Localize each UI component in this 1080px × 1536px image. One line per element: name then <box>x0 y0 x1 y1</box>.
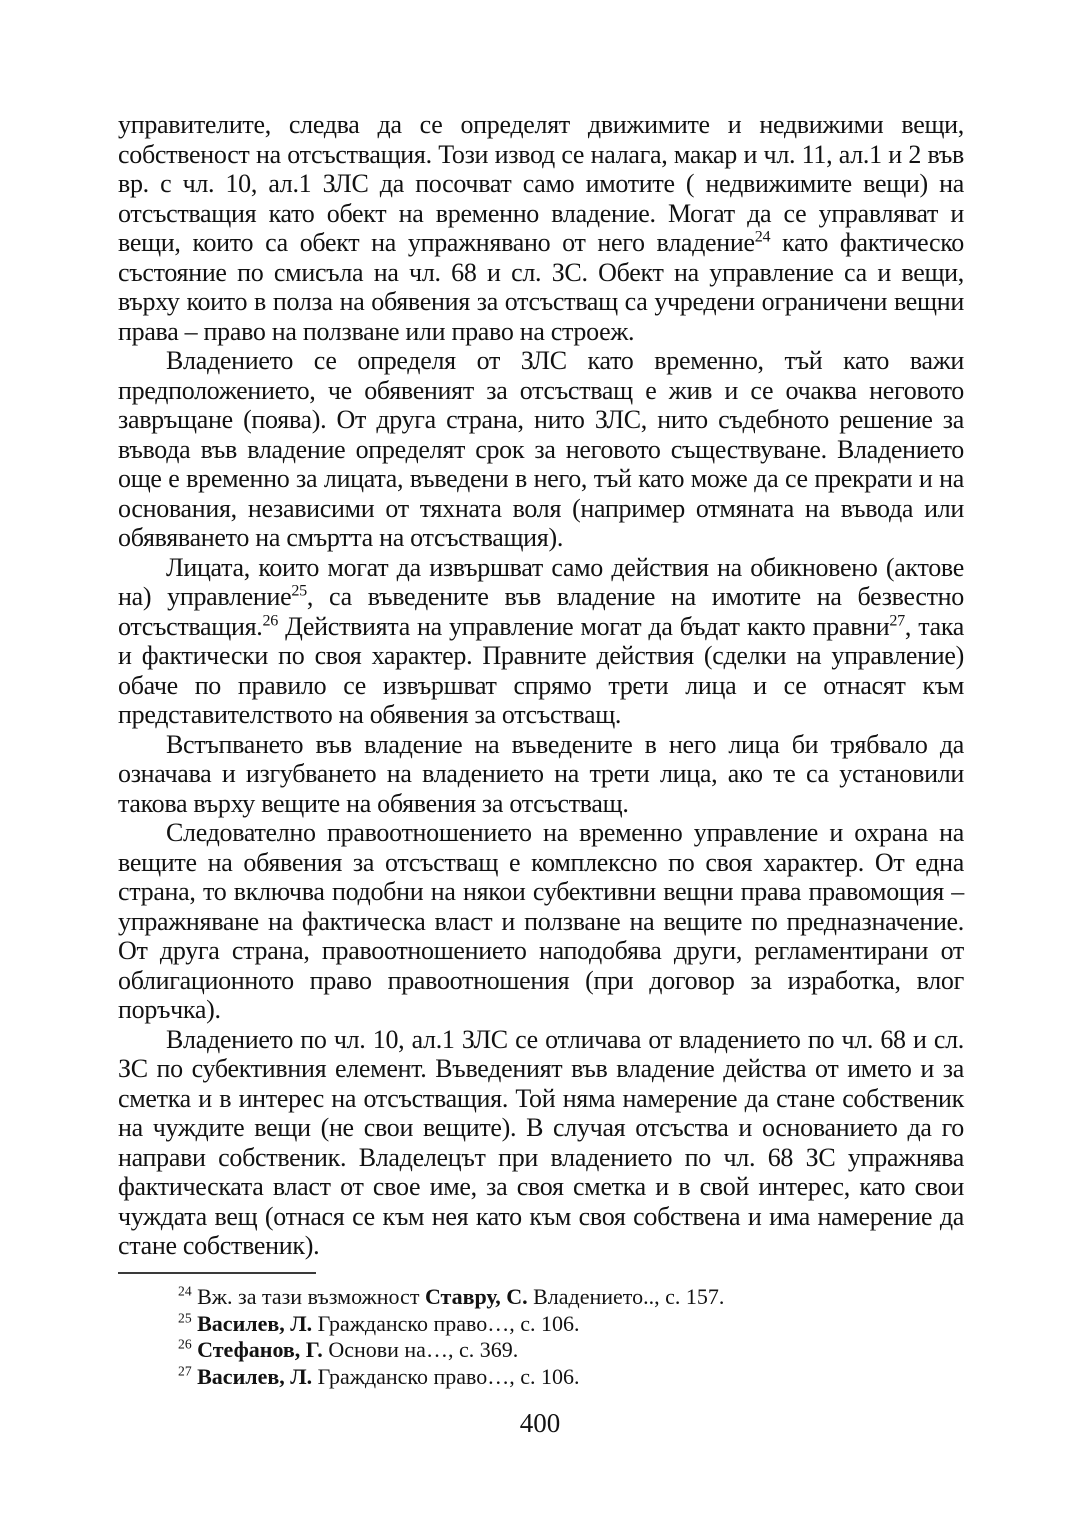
body-text <box>118 110 964 1261</box>
paragraph: Следователно правоотношението на временно управление и охрана на вещите на обявения за отсъстващ е комплексно по своя характер. От една страна, то включва подобни на някои субективни вещни права правомощия – упражняване на фактическа власт и ползване на вещите по предназначение. От друга страна, правоотношението наподобява други, регламентирани от облигационното право правоотношения (при договор за изработка, влог поръчка). <box>118 818 964 1024</box>
author-name: Ставру, С. <box>424 1284 528 1309</box>
footnote: $^{26}$ Стефанов, Г. Основи на…, с. 369. <box>178 1336 519 1362</box>
page-number: 400 <box>519 1408 561 1438</box>
footnote-ref: 26 <box>262 611 279 629</box>
paragraph: Лицата, които могат да извършват само действия на обикновено (актове на) управление$^{25}$, са въведените във владение на имотите на безвестно отсъстващия.$^{26}$ Действията на управление могат да бъдат както правни$^{27}$, така и фактически по своя характер. Правните действия (сделки на управление) обаче по правило се извършват спрямо трети лица и се отнасят към представителството на обявения за отсъстващ. <box>118 552 964 729</box>
footnote-separator <box>118 1272 316 1274</box>
footnote-number: 27 <box>178 1363 192 1379</box>
footnote-number: 26 <box>178 1336 192 1352</box>
author-name: Стефанов, Г. <box>197 1337 323 1362</box>
footnotes <box>118 1284 964 1390</box>
author-name: Василев, Л. <box>197 1363 313 1389</box>
footnote-number: 24 <box>178 1283 192 1299</box>
footnote: $^{27}$ Василев, Л. Гражданско право…, с. 106. <box>178 1363 580 1389</box>
paragraph: управителите, следва да се определят движимите и недвижими вещи, собственост на отсъстващия. Този извод се налага, макар и чл. 11, ал.1 и 2 във вр. с чл. 10, ал.1 ЗЛС да посочват само имотите ( недвижимите вещи) на отсъстващия като обект на временно владение. Могат да се управляват и вещи, които са обект на упражнявано от него владение$^{24}$ като фактическо състояние по смисъла на чл. 68 и сл. ЗС. Обект на управление са и вещи, върху които в полза на обявения за отсъстващ са учредени ограничени вещни права – право на ползване или право на строеж. <box>118 110 964 346</box>
paragraph: Владението по чл. 10, ал.1 ЗЛС се отличава от владението по чл. 68 и сл. ЗС по субективния елемент. Въведеният във владение действа от името и за сметка и в интерес на отсъстващия. Той няма намерение да стане собственик на чуждите вещи (не свои вещите). В случая отсъства и основанието да го направи собственик. Владелецът при владението по чл. 68 ЗС упражнява фактическата власт от свое име, за своя сметка и в свой интерес, като свои чуждата вещ (отнася се към нея като към своя собствена и има намерение да стане собственик). <box>118 1024 964 1260</box>
footnote: $^{24}$ Вж. за тази възможност Ставру, С. Владението.., с. 157. <box>178 1283 725 1309</box>
paragraph: Владението се определя от ЗЛС като временно, тъй като важи предположението, че обявеният за отсъстващ е жив и се очаква неговото завръщане (поява). От друга страна, нито ЗЛС, нито съдебното решение за въвода във владение определят срок за неговото съществуване. Владението още е временно за лицата, въведени в него, тъй като може да се прекрати и на основания, независими от тяхната воля (например отмяната на въвода или обявяването на смъртта на отсъстващия). <box>118 346 964 552</box>
footnote-number: 25 <box>178 1310 192 1326</box>
paragraph: Встъпването във владение на въведените в него лица би трябвало да означава и изгубването на владението на трети лица, ако те са установили такова върху вещите на обявения за отсъстващ. <box>118 729 964 818</box>
footnote-ref: 27 <box>889 611 905 629</box>
footnote: $^{25}$ Василев, Л. Гражданско право…, с. 106. <box>178 1310 580 1336</box>
author-name: Василев, Л. <box>197 1310 313 1336</box>
footnote-ref: 24 <box>754 228 771 246</box>
footnote-ref: 25 <box>291 582 307 600</box>
